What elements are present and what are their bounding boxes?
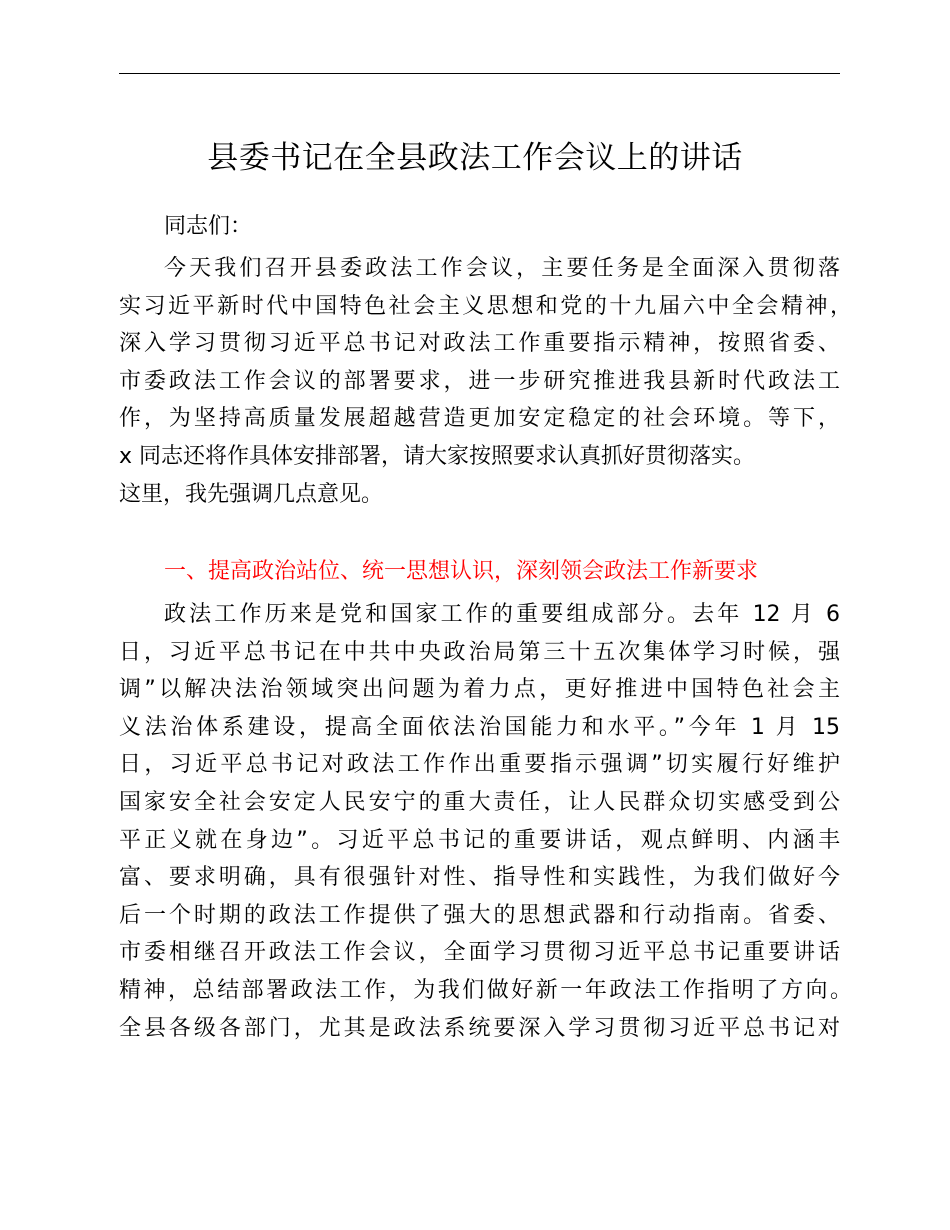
body-line: 全县各级各部门，尤其是政法系统要深入学习贯彻习近平总书记对 <box>119 1015 840 1041</box>
section1-body <box>119 596 852 1047</box>
intro-line: 深入学习贯彻习近平总书记对政法工作重要指示精神，按照省委、 <box>119 331 840 357</box>
body-line: 国家安全社会安定人民安宁的重大责任，让人民群众切实感受到公 <box>119 789 840 815</box>
intro-line: x 同志还将作具体安排部署，请大家按照要求认真抓好贯彻落实。 <box>119 443 756 469</box>
body-line: 平正义就在身边”。习近平总书记的重要讲话，观点鲜明、内涵丰 <box>119 827 840 853</box>
intro-line: 这里，我先强调几点意见。 <box>119 481 384 507</box>
body-line: 富、要求明确，具有很强针对性、指导性和实践性，为我们做好今 <box>119 865 840 891</box>
body-line: 义法治体系建设，提高全面依法治国能力和水平。”今年 1 月 15 <box>119 714 840 740</box>
body-line: 政法工作历来是党和国家工作的重要组成部分。去年 12 月 6 <box>164 602 840 627</box>
body-line: 市委相继召开政法工作会议，全面学习贯彻习近平总书记重要讲话 <box>119 940 840 966</box>
body-line: 日，习近平总书记对政法工作作出重要指示强调”切实履行好维护 <box>119 752 840 778</box>
body-line: 精神，总结部署政法工作，为我们做好新一年政法工作指明了方向。 <box>119 977 852 1003</box>
body-line: 日，习近平总书记在中共中央政治局第三十五次集体学习时候，强 <box>119 639 840 665</box>
section-heading: 一、提高政治站位、统一思想认识，深刻领会政法工作新要求 <box>164 559 759 584</box>
greeting-line: 同志们： <box>164 214 253 239</box>
greeting-paragraph <box>119 208 840 246</box>
intro-line: 作，为坚持高质量发展超越营造更加安定稳定的社会环境。等下， <box>119 406 840 432</box>
header-rule <box>119 73 840 74</box>
intro-line: 实习近平新时代中国特色社会主义思想和党的十九届六中全会精神， <box>119 293 852 319</box>
body-line: 后一个时期的政法工作提供了强大的思想武器和行动指南。省委、 <box>119 902 840 928</box>
body-line: 调”以解决法治领域突出问题为着力点，更好推进中国特色社会主 <box>119 677 840 703</box>
document-title: 县委书记在全县政法工作会议上的讲话 <box>207 140 743 176</box>
intro-line: 今天我们召开县委政法工作会议，主要任务是全面深入贯彻落 <box>164 256 840 281</box>
section1-heading-paragraph <box>119 553 840 591</box>
intro-line: 市委政法工作会议的部署要求，进一步研究推进我县新时代政法工 <box>119 368 840 394</box>
intro-paragraph <box>119 250 852 513</box>
